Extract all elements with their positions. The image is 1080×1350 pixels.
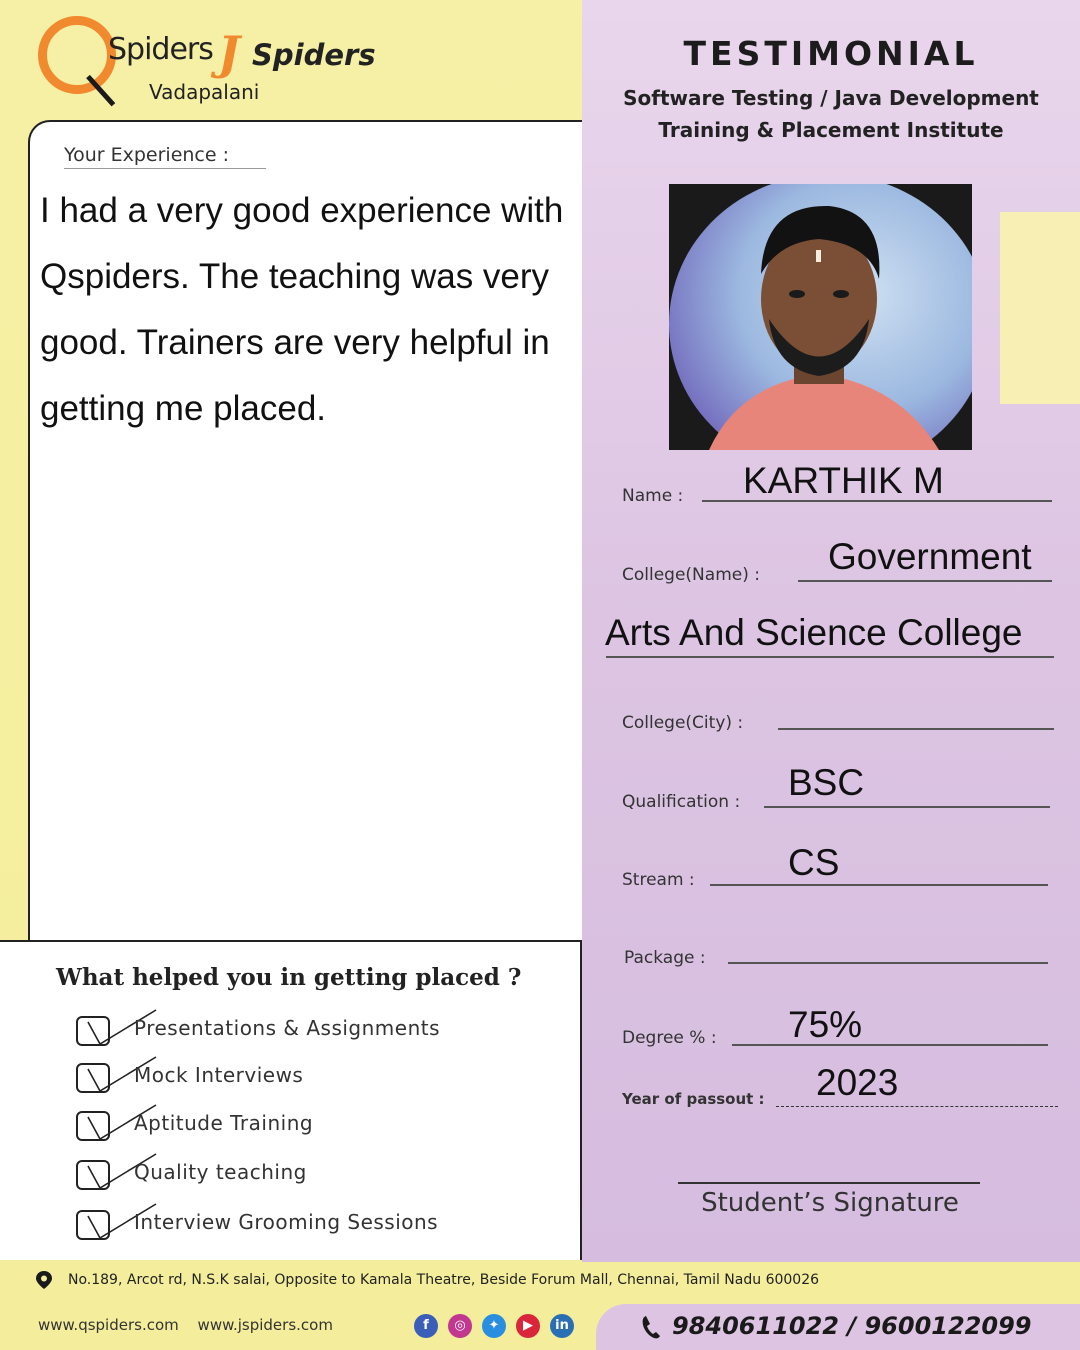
footer-address: No.189, Arcot rd, N.S.K salai, Opposite to Kamala Theatre, Beside Forum Mall, Chennai, Tamil Nadu 600026 [68, 1272, 820, 1288]
college-name-underline-2 [606, 656, 1054, 658]
phone-numbers[interactable]: 9840611022 / 9600122099 [672, 1312, 1032, 1340]
phone-icon [640, 1314, 662, 1340]
college-name-value-line-1: Government [828, 536, 1032, 577]
college-name-underline [798, 580, 1052, 582]
help-item-label: Aptitude Training [134, 1111, 314, 1135]
page-title: TESTIMONIAL [683, 34, 979, 73]
name-label: Name : [622, 486, 684, 506]
qualification-underline [764, 806, 1050, 808]
stream-label: Stream : [622, 870, 695, 890]
help-item-label: Presentations & Assignments [134, 1016, 441, 1040]
jspiders-j-letter: J [218, 26, 240, 80]
signature-line [678, 1182, 980, 1184]
degree-underline [732, 1044, 1048, 1046]
experience-card [28, 120, 582, 950]
qualification-value: BSC [788, 762, 865, 803]
degree-label: Degree % : [622, 1028, 717, 1048]
placement-help-card [0, 940, 582, 1260]
linkedin-icon[interactable]: in [550, 1314, 574, 1338]
subtitle-courses: Software Testing / Java Development [623, 86, 1039, 110]
jspiders-website-link[interactable]: www.jspiders.com [197, 1316, 333, 1334]
degree-value: 75% [788, 1004, 863, 1045]
experience-label: Your Experience : [64, 144, 266, 169]
twitter-icon[interactable]: ✦ [482, 1314, 506, 1338]
placement-help-title: What helped you in getting placed ? [56, 964, 522, 991]
help-item-label: Quality teaching [134, 1160, 307, 1184]
jspiders-wordmark: Spiders [252, 38, 376, 72]
college-name-label: College(Name) : [622, 565, 760, 585]
package-underline [728, 962, 1048, 964]
year-value: 2023 [816, 1062, 899, 1103]
qualification-label: Qualification : [622, 792, 741, 812]
student-photo [669, 184, 972, 450]
college-city-label: College(City) : [622, 713, 744, 733]
college-name-value-line-2: Arts And Science College [605, 612, 1023, 653]
subtitle-institute: Training & Placement Institute [658, 118, 1004, 142]
branch-name: Vadapalani [149, 80, 260, 104]
package-label: Package : [624, 948, 706, 968]
qspiders-website-link[interactable]: www.qspiders.com [38, 1316, 179, 1334]
experience-text: I had a very good experience with Qspiders. The teaching was very good. Trainers are very helpful in getting me placed. [40, 191, 564, 428]
location-pin-icon [34, 1270, 54, 1290]
qspiders-wordmark: Spiders [108, 32, 213, 67]
brand-logo [36, 14, 396, 114]
decorative-strip [1000, 212, 1080, 404]
year-label: Year of passout : [622, 1090, 765, 1108]
q-logo-icon [38, 16, 116, 94]
stream-value: CS [788, 842, 840, 883]
college-city-underline [778, 728, 1054, 730]
help-item-label: Mock Interviews [134, 1063, 304, 1087]
stream-underline [710, 884, 1048, 886]
year-underline [776, 1106, 1058, 1108]
help-item-label: Interview Grooming Sessions [134, 1210, 439, 1234]
website-links [38, 1316, 333, 1334]
youtube-icon[interactable]: ▶ [516, 1314, 540, 1338]
instagram-icon[interactable]: ◎ [448, 1314, 472, 1338]
signature-label: Student’s Signature [701, 1188, 959, 1218]
facebook-icon[interactable]: f [414, 1314, 438, 1338]
name-value: KARTHIK M [743, 460, 944, 501]
